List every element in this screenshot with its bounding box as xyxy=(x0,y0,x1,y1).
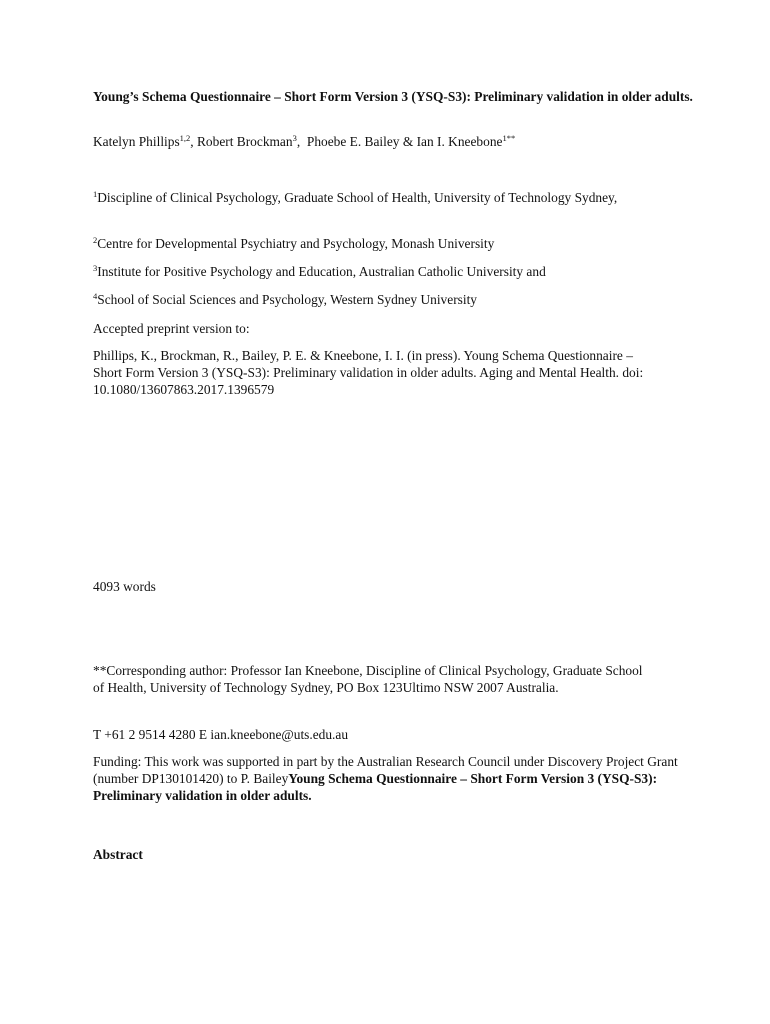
affiliation-text: Institute for Positive Psychology and Education, Australian Catholic University and xyxy=(97,264,546,279)
affiliation-item xyxy=(93,263,693,280)
affiliation-number: 3 xyxy=(93,263,98,273)
affiliation-text: School of Social Sciences and Psychology, Western Sydney University xyxy=(97,292,478,307)
author-name: Katelyn Phillips xyxy=(93,134,180,149)
funding-paragraph xyxy=(93,753,683,804)
corresponding-author: **Corresponding author: Professor Ian Kneebone, Discipline of Clinical Psychology, Graduate School of Health, University of Technology Sydney, PO Box 123Ultimo NSW 2007 Australia. xyxy=(93,663,643,695)
affiliation-item xyxy=(93,235,693,252)
affiliation-text: Centre for Developmental Psychiatry and Psychology, Monash University xyxy=(97,236,495,251)
funding-title: Young Schema Questionnaire – Short Form Version 3 (YSQ-S3): Preliminary validation in older adults. xyxy=(93,771,658,803)
author-affiliation-mark: 1,2 xyxy=(179,133,191,143)
author-name: Phoebe E. Bailey & Ian I. Kneebone xyxy=(306,134,503,149)
accepted-label: Accepted preprint version to: xyxy=(93,321,250,336)
paper-title: Young’s Schema Questionnaire – Short Form Version 3 (YSQ-S3): Preliminary validation in older adults. xyxy=(93,89,693,104)
affiliation-text: Discipline of Clinical Psychology, Graduate School of Health, University of Technology Sydney, xyxy=(97,190,618,205)
affiliation-number: 4 xyxy=(93,291,98,301)
word-count: 4093 words xyxy=(93,579,156,594)
affiliation-number: 1 xyxy=(93,189,98,199)
author-line xyxy=(93,133,693,150)
author-affiliation-mark: 1** xyxy=(502,133,516,143)
affiliation-item xyxy=(93,189,663,206)
author-separator: , xyxy=(190,134,197,149)
funding-text: Funding: This work was supported in part by the Australian Research Council under Discovery Project Grant (number DP130101420) to P. Bailey xyxy=(93,754,678,786)
contact-line: T +61 2 9514 4280 E ian.kneebone@uts.edu.au xyxy=(93,727,349,742)
affiliation-number: 2 xyxy=(93,235,98,245)
author-name: Robert Brockman xyxy=(197,134,293,149)
citation: Phillips, K., Brockman, R., Bailey, P. E. & Kneebone, I. I. (in press). Young Schema Questionnaire – Short Form Version 3 (YSQ-S3): Preliminary validation in older adults. Aging and Mental Health. doi: 10.1080/13607863.2017.1396579 xyxy=(93,348,644,397)
author-separator: , xyxy=(296,134,307,149)
abstract-heading: Abstract xyxy=(93,847,143,862)
affiliation-item xyxy=(93,291,693,308)
author-affiliation-mark: 3 xyxy=(292,133,297,143)
